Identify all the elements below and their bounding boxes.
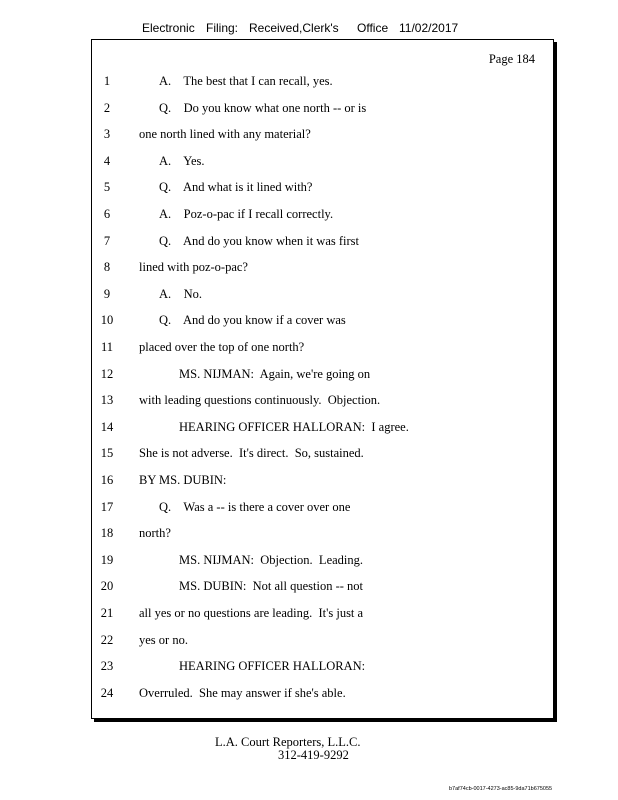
header-word-filing: Filing:: [206, 21, 239, 35]
header-word-office: Office: [357, 21, 389, 35]
transcript-page: [91, 39, 554, 719]
header-date: 11/02/2017: [399, 21, 459, 35]
line-number: 11: [100, 340, 114, 354]
line-number: 5: [103, 180, 111, 195]
line-text: HEARING OFFICER HALLORAN: I agree.: [179, 419, 409, 434]
line-number: 16: [100, 473, 114, 487]
line-text: north?: [139, 526, 171, 541]
line-number: 18: [100, 526, 114, 541]
line-text: HEARING OFFICER HALLORAN:: [179, 659, 366, 674]
line-number: 1: [103, 74, 111, 88]
line-number: 21: [100, 606, 114, 620]
header-word-received: Received,Clerk's: [249, 21, 339, 35]
line-text: Q. And what is it lined with?: [159, 180, 313, 195]
line-text: BY MS. DUBIN:: [139, 473, 227, 487]
line-number: 8: [103, 260, 111, 275]
line-text: yes or no.: [139, 632, 188, 647]
line-number: 13: [100, 393, 114, 408]
line-number: 17: [100, 499, 114, 514]
header-word-electronic: Electronic: [142, 21, 195, 35]
line-number: 24: [100, 685, 114, 700]
line-number: 20: [100, 579, 114, 594]
line-text: lined with poz-o-pac?: [139, 260, 248, 275]
line-text: placed over the top of one north?: [139, 340, 305, 354]
line-text: A. Poz-o-pac if I recall correctly.: [159, 207, 334, 221]
line-number: 6: [103, 207, 111, 221]
line-number: 22: [100, 632, 114, 647]
line-text: MS. NIJMAN: Again, we're going on: [179, 366, 371, 381]
line-text: with leading questions continuously. Objection.: [139, 393, 381, 408]
line-text: all yes or no questions are leading. It's just a: [139, 606, 364, 620]
line-text: She is not adverse. It's direct. So, sustained.: [139, 446, 364, 461]
line-number: 7: [103, 233, 111, 248]
line-text: MS. NIJMAN: Objection. Leading.: [179, 552, 364, 567]
line-number: 10: [100, 313, 114, 328]
line-text: one north lined with any material?: [139, 127, 311, 142]
line-number: 12: [100, 366, 114, 381]
line-number: 19: [100, 552, 114, 567]
line-number: 9: [103, 286, 111, 301]
line-text: Q. Do you know what one north -- or is: [159, 100, 367, 115]
line-text: A. The best that I can recall, yes.: [159, 74, 333, 88]
line-text: Q. And do you know if a cover was: [159, 313, 346, 328]
line-number: 3: [103, 127, 111, 142]
line-text: A. Yes.: [159, 153, 205, 168]
line-text: Q. And do you know when it was first: [159, 233, 359, 248]
footer-company: L.A. Court Reporters, L.L.C.: [215, 735, 361, 749]
line-text: MS. DUBIN: Not all question -- not: [179, 579, 364, 594]
line-number: 4: [103, 153, 111, 168]
line-number: 2: [103, 100, 111, 115]
line-text: Overruled. She may answer if she's able.: [139, 685, 346, 700]
document-id: b7af74cb-0017-4273-ac85-9da71b675055: [449, 786, 553, 792]
line-text: A. No.: [159, 286, 203, 301]
line-number: 14: [100, 419, 114, 434]
line-number: 23: [100, 659, 114, 674]
electronic-filing-header: [0, 21, 618, 37]
line-text: Q. Was a -- is there a cover over one: [159, 499, 351, 514]
line-number: 15: [100, 446, 114, 461]
footer-phone: 312-419-9292: [278, 748, 349, 762]
page-number: Page 184: [488, 52, 535, 66]
